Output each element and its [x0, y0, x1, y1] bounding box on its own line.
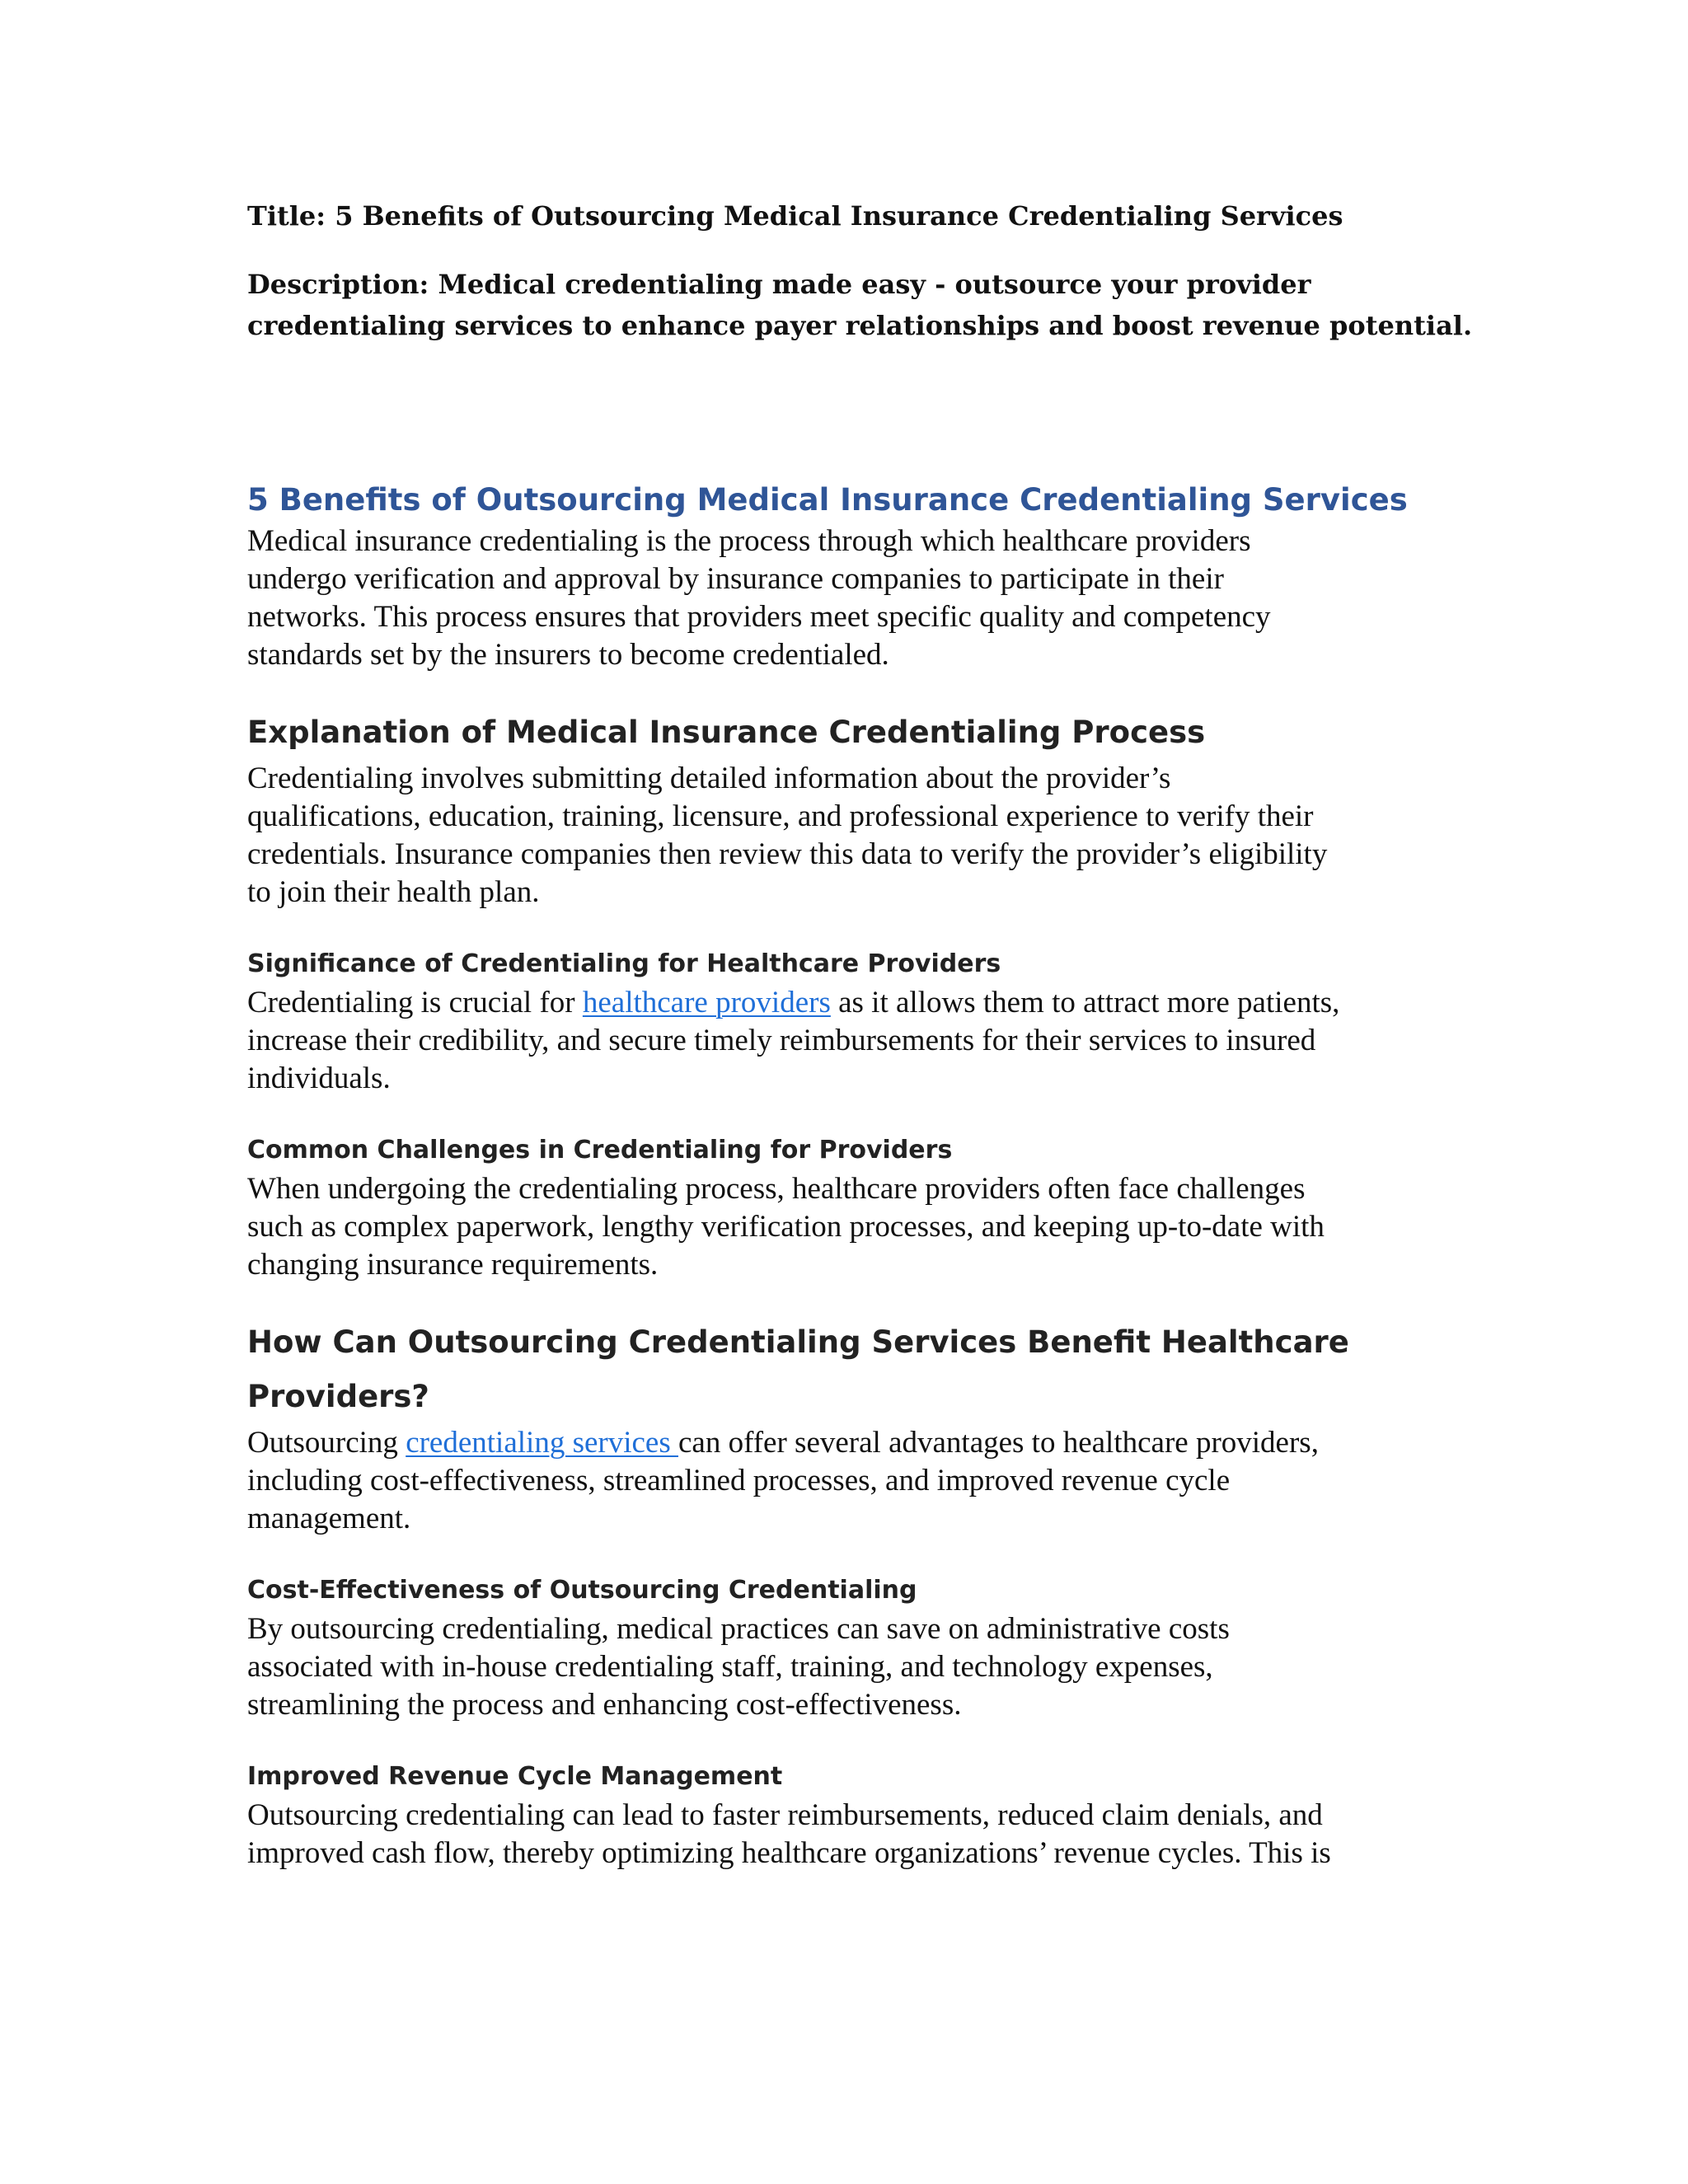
significance-paragraph: [247, 984, 1442, 1098]
paragraph-line: [247, 1424, 1442, 1462]
meta-description-line: Description: Medical credentialing made easy - outsource your provider: [247, 269, 1311, 300]
paragraph-line: increase their credibility, and secure timely reimbursements for their services to insured: [247, 1024, 1316, 1057]
paragraph-line: standards set by the insurers to become credentialed.: [247, 638, 889, 672]
intro-paragraph: [247, 523, 1442, 674]
document-body: [247, 196, 1473, 1872]
paragraph-line: including cost-effectiveness, streamlined processes, and improved revenue cycle: [247, 1464, 1231, 1497]
paragraph-line: When undergoing the credentialing process, healthcare providers often face challenges: [247, 1172, 1306, 1206]
meta-description-line: credentialing services to enhance payer relationships and boost revenue potential.: [247, 310, 1473, 341]
section-heading-outsourcing-benefits: [247, 1315, 1442, 1424]
paragraph-line: Credentialing involves submitting detailed information about the provider’s: [247, 762, 1171, 795]
article-title: 5 Benefits of Outsourcing Medical Insurance Credentialing Services: [247, 482, 1408, 518]
outsourcing-paragraph: [247, 1424, 1442, 1538]
heading-line: How Can Outsourcing Credentialing Services Benefit Healthcare: [247, 1324, 1349, 1360]
section-heading-challenges: Common Challenges in Credentialing for Providers: [247, 1136, 953, 1165]
challenges-paragraph: [247, 1170, 1442, 1284]
paragraph-line: streamlining the process and enhancing cost-effectiveness.: [247, 1688, 962, 1722]
revenue-cycle-paragraph: [247, 1797, 1442, 1872]
paragraph-line: improved cash flow, thereby optimizing healthcare organizations’ revenue cycles. This is: [247, 1836, 1331, 1870]
heading-line: Providers?: [247, 1379, 429, 1414]
paragraph-line: to join their health plan.: [247, 875, 540, 909]
credentialing-services-link[interactable]: credentialing services: [406, 1426, 678, 1460]
paragraph-line: associated with in-house credentialing staff, training, and technology expenses,: [247, 1650, 1213, 1684]
text-segment: Credentialing is crucial for: [247, 986, 583, 1019]
paragraph-line: individuals.: [247, 1062, 391, 1095]
paragraph-line: networks. This process ensures that providers meet specific quality and competency: [247, 600, 1271, 634]
cost-effectiveness-paragraph: [247, 1610, 1442, 1724]
section-heading-explanation: [247, 705, 1442, 760]
paragraph-line: changing insurance requirements.: [247, 1248, 659, 1282]
paragraph-line: undergo verification and approval by insurance companies to participate in their: [247, 562, 1224, 596]
section-heading-significance: Significance of Credentialing for Healthcare Providers: [247, 949, 1001, 978]
text-segment: can offer several advantages to healthcare providers,: [678, 1426, 1319, 1460]
section-heading-revenue-cycle: Improved Revenue Cycle Management: [247, 1762, 783, 1791]
healthcare-providers-link[interactable]: healthcare providers: [582, 986, 831, 1019]
section-heading-cost-effectiveness: Cost-Effectiveness of Outsourcing Credentialing: [247, 1576, 917, 1605]
paragraph-line: credentials. Insurance companies then review this data to verify the provider’s eligibility: [247, 837, 1328, 871]
paragraph-line: Outsourcing credentialing can lead to faster reimbursements, reduced claim denials, and: [247, 1798, 1323, 1832]
paragraph-line: such as complex paperwork, lengthy verification processes, and keeping up-to-date with: [247, 1210, 1325, 1244]
meta-description: [247, 264, 1473, 346]
paragraph-line: [247, 984, 1442, 1022]
explanation-paragraph: [247, 760, 1442, 912]
text-segment: as it allows them to attract more patients,: [830, 986, 1340, 1019]
meta-title: Title: 5 Benefits of Outsourcing Medical Insurance Credentialing Services: [247, 200, 1343, 232]
paragraph-line: qualifications, education, training, licensure, and professional experience to verify their: [247, 799, 1314, 833]
paragraph-line: management.: [247, 1502, 411, 1535]
text-segment: Outsourcing: [247, 1426, 406, 1460]
paragraph-line: Medical insurance credentialing is the process through which healthcare providers: [247, 524, 1251, 558]
heading-line: Explanation of Medical Insurance Credentialing Process: [247, 715, 1206, 750]
paragraph-line: By outsourcing credentialing, medical practices can save on administrative costs: [247, 1612, 1230, 1646]
